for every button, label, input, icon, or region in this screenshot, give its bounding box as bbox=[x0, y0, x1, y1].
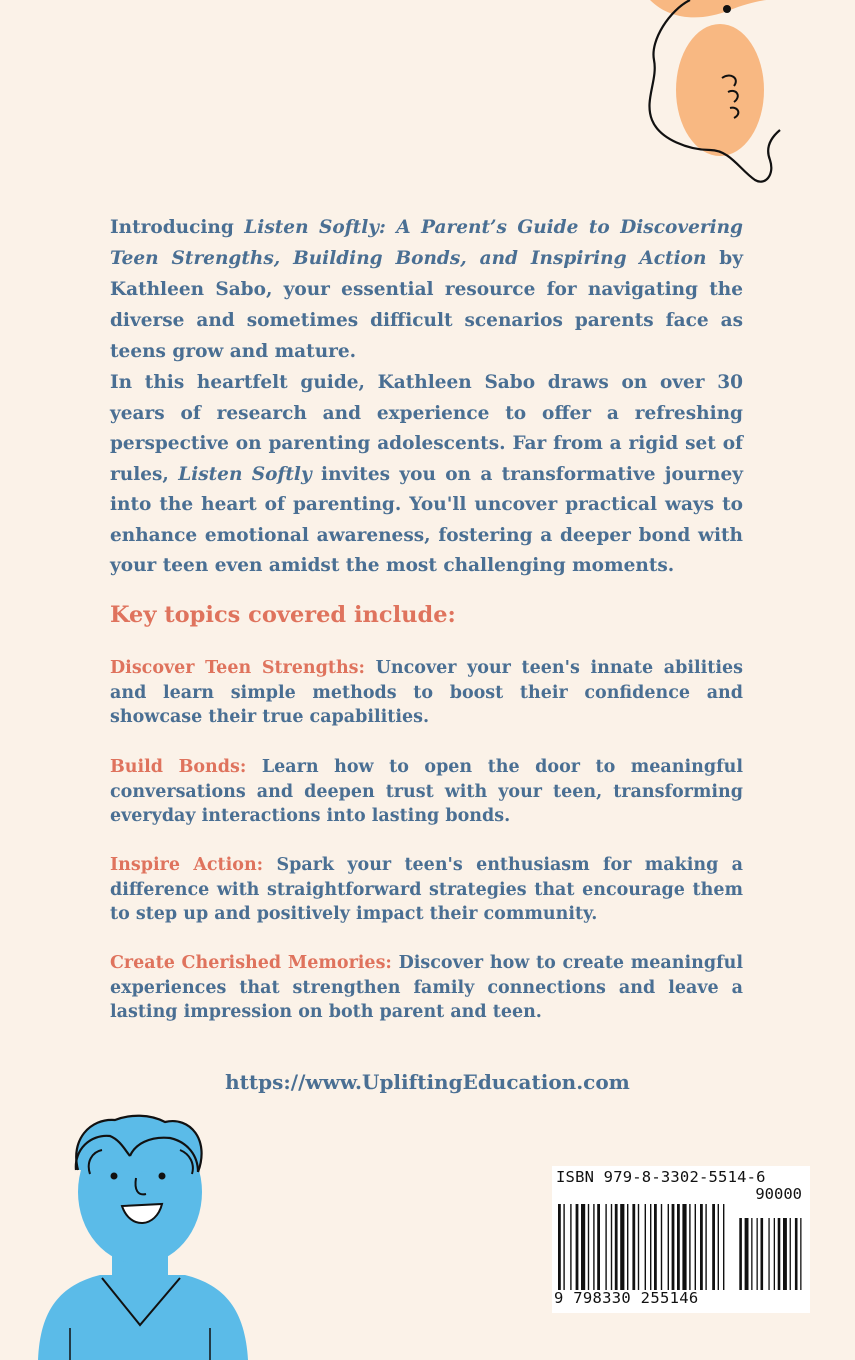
barcode-bar bbox=[712, 1204, 715, 1290]
barcode-bar bbox=[627, 1204, 628, 1290]
barcode-bar bbox=[597, 1204, 600, 1290]
barcode-bar bbox=[605, 1204, 606, 1290]
barcode-addon-bar bbox=[790, 1218, 791, 1290]
intro-paragraph bbox=[110, 212, 743, 367]
barcode-addon-bar bbox=[795, 1218, 798, 1290]
barcode-bar bbox=[689, 1204, 690, 1290]
barcode-addon-bar bbox=[745, 1218, 749, 1290]
barcode-bars bbox=[558, 1204, 806, 1290]
topic-text: Learn how to open the door to meaningful conversations and deepen trust with your teen, transforming everyday interactions into lasting bonds. bbox=[110, 757, 744, 826]
orange-face-illustration-icon bbox=[630, 0, 800, 190]
barcode-bar bbox=[650, 1204, 651, 1290]
description-part-2: invites you on a transformative journey into the heart of parenting. You'll uncover practical ways to enhance emotional awareness, fostering a deeper bond with your teen even amidst the most challenging moments. bbox=[110, 463, 744, 576]
barcode-addon-bar bbox=[774, 1218, 775, 1290]
barcode-addon-bar bbox=[739, 1218, 742, 1290]
description-title-ref: Listen Softly bbox=[178, 463, 312, 485]
price-code: 90000 bbox=[755, 1185, 802, 1203]
isbn-label: ISBN 979-8-3302-5514-6 bbox=[556, 1168, 766, 1186]
topic-text: Spark your teen's enthusiasm for making a difference with straightforward strategies that encourage them to step up and positively impact their community. bbox=[110, 855, 743, 924]
book-title: Listen Softly: A Parent’s Guide to Discovering Teen Strengths, Building Bonds, and Inspiring Action bbox=[110, 217, 743, 269]
barcode-bar bbox=[563, 1204, 564, 1290]
barcode-bar bbox=[620, 1204, 624, 1290]
barcode-bar bbox=[700, 1204, 703, 1290]
barcode-addon-bar bbox=[751, 1218, 752, 1290]
topic-label: Create Cherished Memories: bbox=[110, 953, 392, 973]
barcode-bar bbox=[723, 1204, 724, 1290]
barcode-bar bbox=[695, 1204, 696, 1290]
description-paragraph bbox=[110, 368, 743, 582]
intro-suffix: by Kathleen Sabo, your essential resource for navigating the diverse and sometimes difficult scenarios parents face as teens grow and mature. bbox=[110, 248, 743, 362]
intro-prefix: Introducing bbox=[110, 217, 245, 238]
barcode-bar bbox=[611, 1204, 612, 1290]
description-part-1: In this heartfelt guide, Kathleen Sabo draws on over 30 years of research and experience to offer a refreshing perspective on parenting adolescents. Far from a rigid set of rules, bbox=[110, 372, 743, 485]
topic-text: Uncover your teen's innate abilities and learn simple methods to boost their confidence and showcase their true capabilities. bbox=[110, 658, 743, 727]
barcode-bar bbox=[615, 1204, 618, 1290]
topic-item bbox=[110, 656, 743, 730]
isbn-barcode bbox=[552, 1166, 810, 1313]
topic-label: Build Bonds: bbox=[110, 757, 247, 777]
barcode-bar bbox=[668, 1204, 669, 1290]
topic-label: Inspire Action: bbox=[110, 855, 264, 875]
topic-label: Discover Teen Strengths: bbox=[110, 658, 365, 678]
website-url[interactable]: https://www.UpliftingEducation.com bbox=[225, 1070, 630, 1094]
topic-item bbox=[110, 951, 743, 1025]
topic-text: Discover how to create meaningful experiences that strengthen family connections and leave a lasting impression on both parent and teen. bbox=[110, 953, 743, 1022]
blue-teen-illustration-icon bbox=[30, 1110, 260, 1360]
barcode-bar bbox=[661, 1204, 662, 1290]
barcode-bar bbox=[677, 1204, 680, 1290]
barcode-addon-bar bbox=[761, 1218, 764, 1290]
barcode-bar bbox=[558, 1204, 561, 1290]
topics-heading: Key topics covered include: bbox=[110, 602, 456, 628]
ean-digits: 9 798330 255146 bbox=[554, 1289, 699, 1307]
barcode-bar bbox=[718, 1204, 719, 1290]
barcode-bar bbox=[576, 1204, 579, 1290]
topic-item bbox=[110, 755, 743, 829]
topic-item bbox=[110, 853, 743, 927]
barcode-bar bbox=[654, 1204, 657, 1290]
barcode-bar bbox=[593, 1204, 594, 1290]
barcode-addon-bar bbox=[778, 1218, 781, 1290]
barcode-bar bbox=[570, 1204, 571, 1290]
barcode-addon-bar bbox=[783, 1218, 787, 1290]
barcode-bar bbox=[645, 1204, 646, 1290]
barcode-addon-bar bbox=[768, 1218, 769, 1290]
barcode-bar bbox=[588, 1204, 589, 1290]
barcode-bar bbox=[581, 1204, 585, 1290]
barcode-addon-bar bbox=[800, 1218, 801, 1290]
barcode-bar bbox=[672, 1204, 675, 1290]
barcode-addon-bar bbox=[757, 1218, 758, 1290]
barcode-bar bbox=[638, 1204, 639, 1290]
barcode-bar bbox=[632, 1204, 635, 1290]
barcode-bar bbox=[705, 1204, 706, 1290]
barcode-bar bbox=[682, 1204, 686, 1290]
